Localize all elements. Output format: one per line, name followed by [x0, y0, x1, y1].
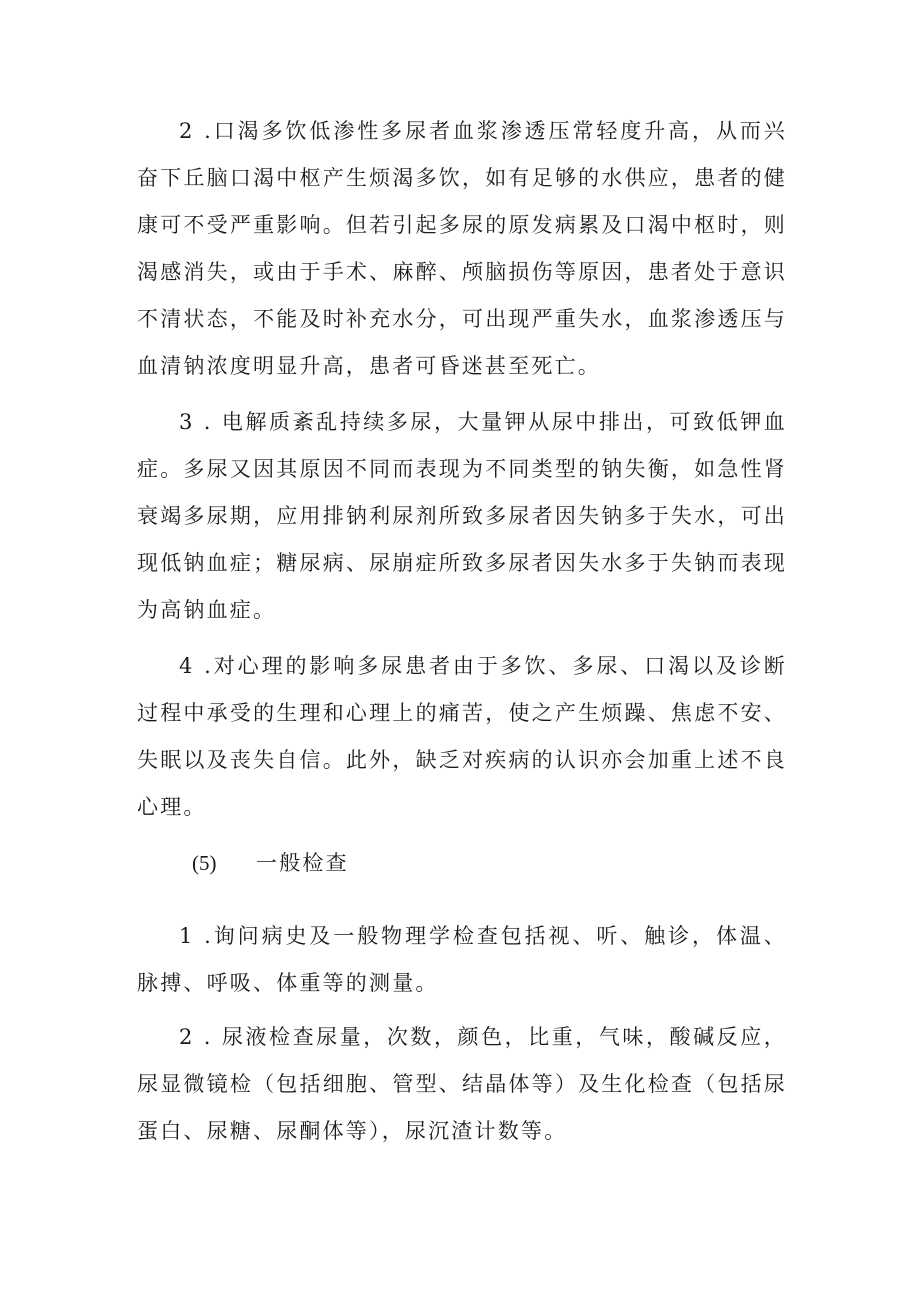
- section-heading: [192, 840, 349, 887]
- paragraph-urine: 2 . 尿液检查尿量，次数，颜色，比重，气味，酸碱反应，尿显微镜检（包括细胞、管型、结晶体等）及生化检查（包括尿蛋白、尿糖、尿酮体等），尿沉渣计数等。: [137, 1025, 787, 1143]
- paragraph-thirst: 2 .口渴多饮低渗性多尿者血浆渗透压常轻度升高，从而兴奋下丘脑口渴中枢产生烦渴多饮，如有足够的水供应，患者的健康可不受严重影响。但若引起多尿的原发病累及口渴中枢时，则渴感消失，或由于手术、麻醉、颅脑损伤等原因，患者处于意识不清状态，不能及时补充水分，可出现严重失水，血浆渗透压与血清钠浓度明显升高，患者可昏迷甚至死亡。: [137, 119, 787, 378]
- section-number: (5): [192, 851, 217, 875]
- section-title: 一般检查: [256, 851, 349, 875]
- paragraph-history: 1 .询问病史及一般物理学检查包括视、听、触诊，体温、脉搏、呼吸、体重等的测量。: [137, 924, 787, 995]
- paragraph-electrolyte: 3 . 电解质紊乱持续多尿，大量钾从尿中排出，可致低钾血症。多尿又因其原因不同而表现为不同类型的钠失衡，如急性肾衰竭多尿期，应用排钠利尿剂所致多尿者因失钠多于失水，可出现低钠血症；糖尿病、尿崩症所致多尿者因失水多于失钠而表现为高钠血症。: [137, 410, 787, 622]
- paragraph-psychology: 4 .对心理的影响多尿患者由于多饮、多尿、口渴以及诊断过程中承受的生理和心理上的痛苦，使之产生烦躁、焦虑不安、失眠以及丧失自信。此外，缺乏对疾病的认识亦会加重上述不良心理。: [137, 654, 787, 819]
